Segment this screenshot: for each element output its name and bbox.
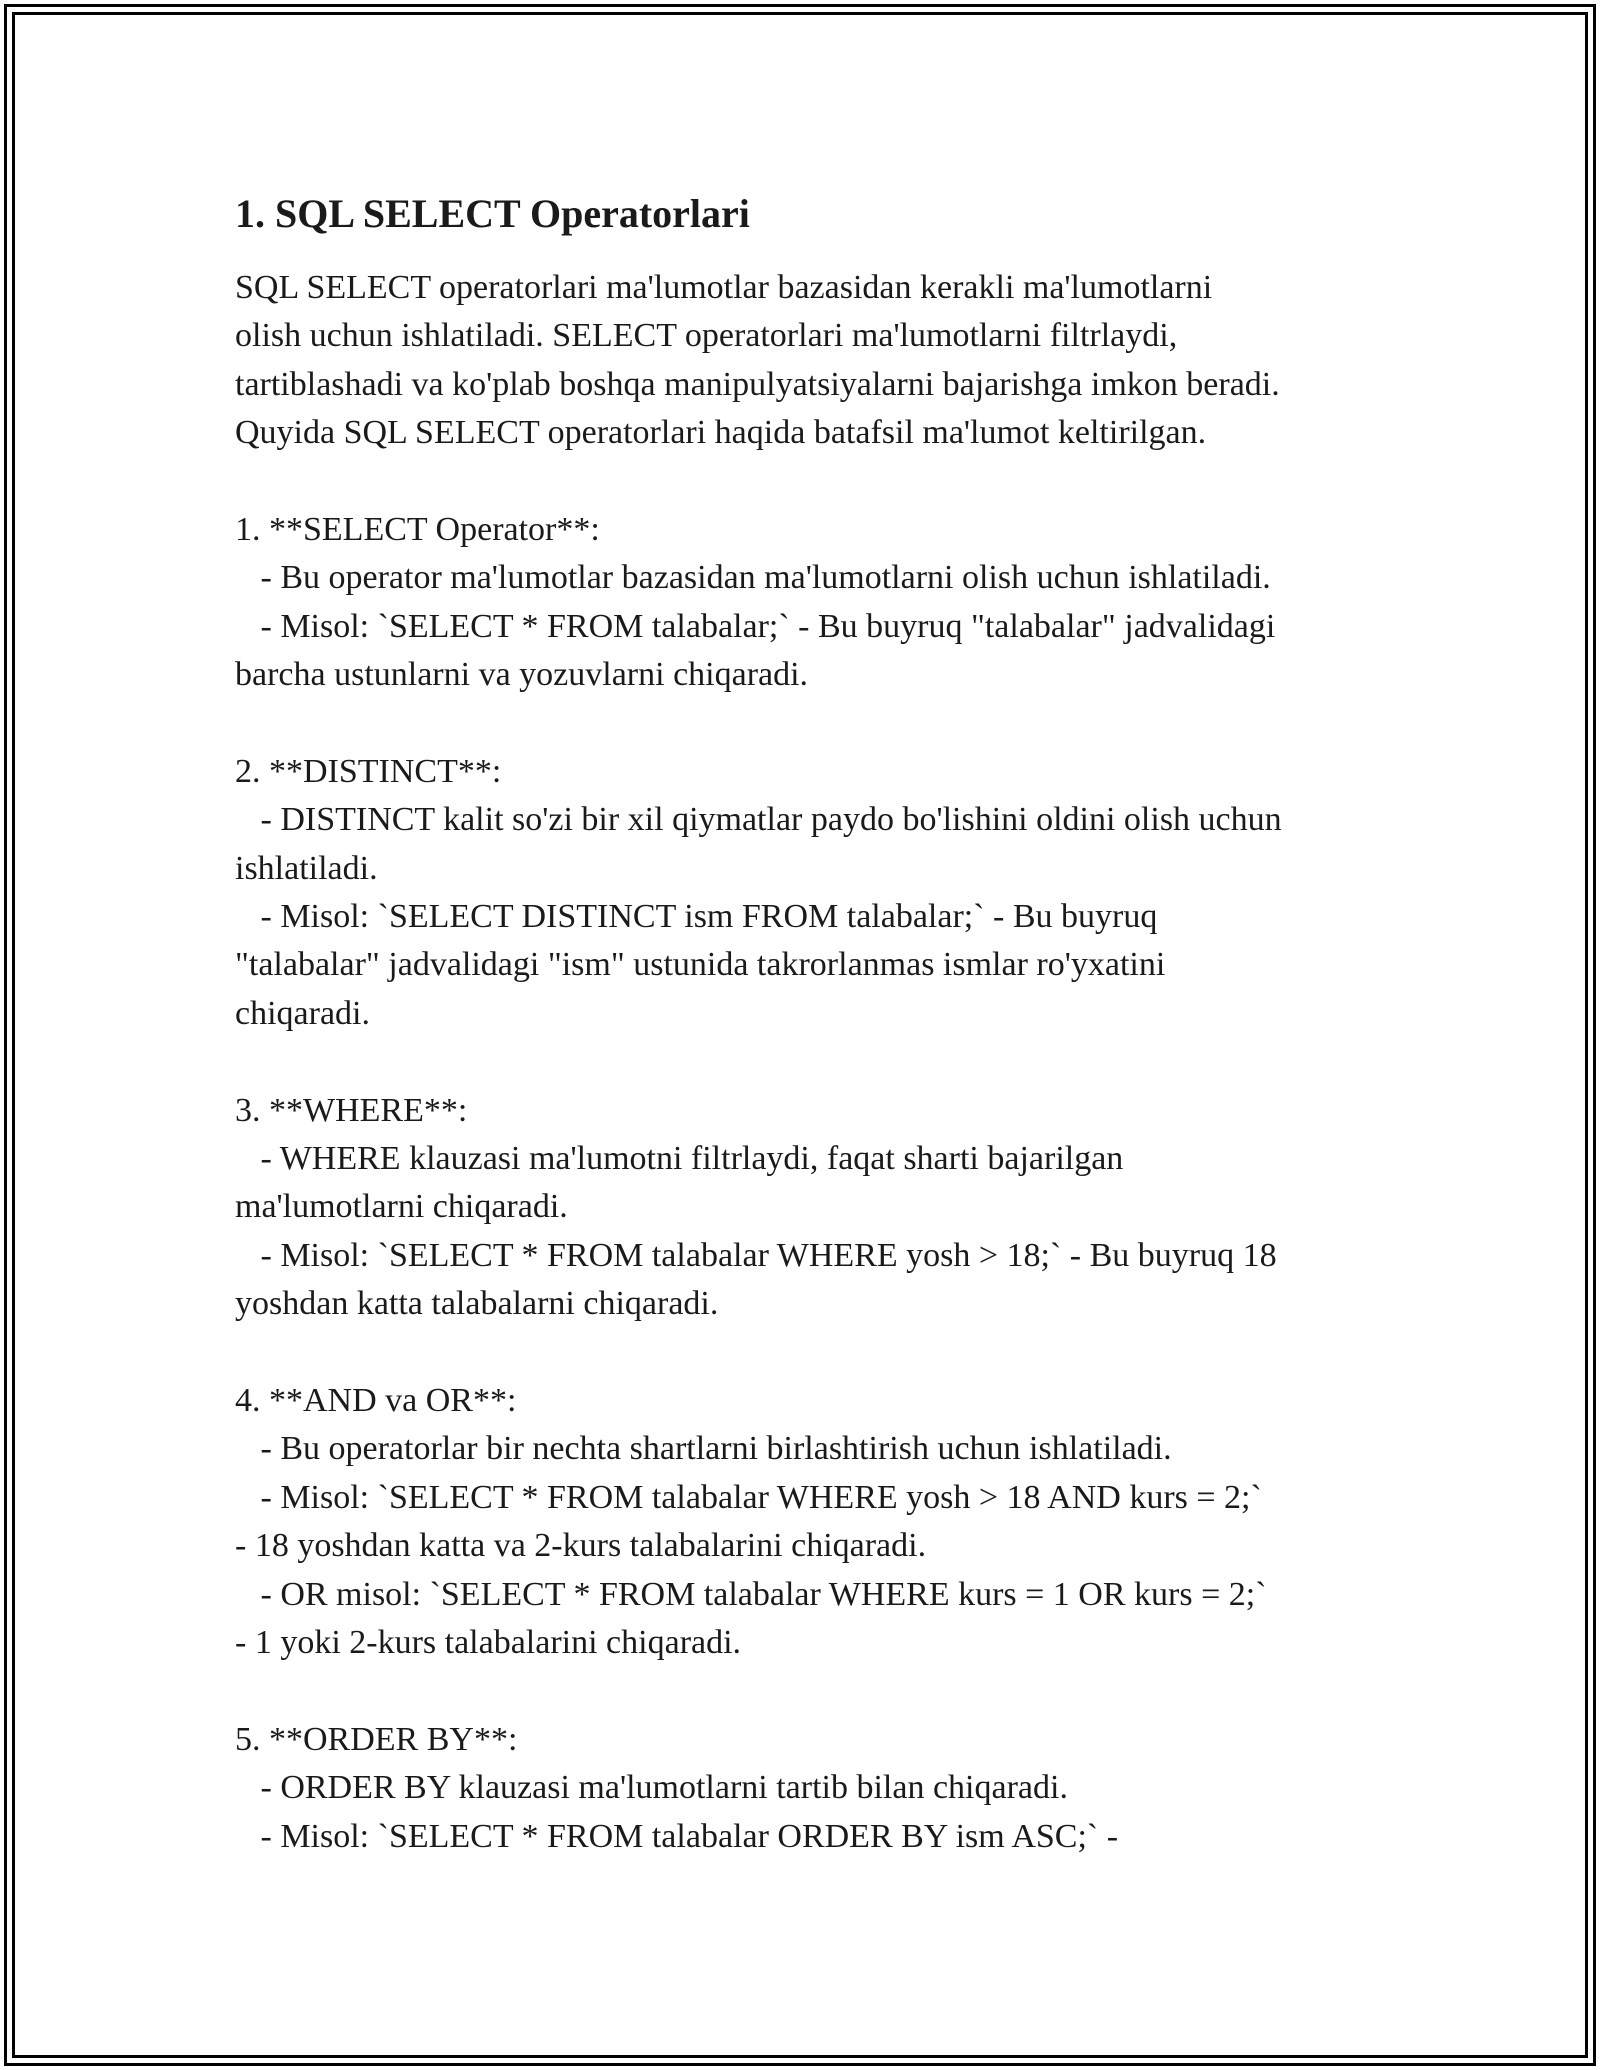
- text-line: - 18 yoshdan katta va 2-kurs talabalarini chiqaradi.: [235, 1527, 927, 1565]
- text-line: 4. **AND va OR**:: [235, 1381, 517, 1419]
- text-line: 5. **ORDER BY**:: [235, 1720, 518, 1758]
- text-line: ma'lumotlarni chiqaradi.: [235, 1188, 568, 1226]
- text-line: tartiblashadi va ko'plab boshqa manipulyatsiyalarni bajarishga imkon beradi.: [235, 365, 1280, 403]
- text-line: 2. **DISTINCT**:: [235, 752, 502, 790]
- blank-line: [235, 1038, 1395, 1086]
- text-line: - Misol: `SELECT * FROM talabalar;` - Bu buyruq "talabalar" jadvalidagi: [235, 607, 1276, 645]
- text-line: yoshdan katta talabalarni chiqaradi.: [235, 1285, 719, 1323]
- text-line: 3. **WHERE**:: [235, 1091, 468, 1129]
- text-line: - Bu operator ma'lumotlar bazasidan ma'lumotlarni olish uchun ishlatiladi.: [235, 559, 1271, 597]
- document-title: 1. SQL SELECT Operatorlari: [235, 191, 750, 236]
- blank-line: [235, 700, 1395, 748]
- text-line: - DISTINCT kalit so'zi bir xil qiymatlar paydo bo'lishini oldini olish uchun: [235, 801, 1282, 839]
- text-line: - Bu operatorlar bir nechta shartlarni birlashtirish uchun ishlatiladi.: [235, 1430, 1172, 1468]
- text-line: - Misol: `SELECT * FROM talabalar WHERE yosh > 18 AND kurs = 2;`: [235, 1478, 1262, 1516]
- document-text: [235, 264, 1395, 1861]
- blank-line: [235, 1329, 1395, 1377]
- text-line: Quyida SQL SELECT operatorlari haqida batafsil ma'lumot keltirilgan.: [235, 414, 1207, 452]
- text-line: - Misol: `SELECT * FROM talabalar ORDER BY ism ASC;` -: [235, 1817, 1119, 1855]
- text-line: - ORDER BY klauzasi ma'lumotlarni tartib bilan chiqaradi.: [235, 1769, 1068, 1807]
- text-line: SQL SELECT operatorlari ma'lumotlar bazasidan kerakli ma'lumotlarni: [235, 269, 1213, 306]
- text-line: "talabalar" jadvalidagi "ism" ustunida takrorlanmas ismlar ro'yxatini: [235, 946, 1166, 984]
- text-line: barcha ustunlarni va yozuvlarni chiqaradi.: [235, 656, 809, 694]
- text-line: - 1 yoki 2-kurs talabalarini chiqaradi.: [235, 1623, 742, 1661]
- document-body: [235, 186, 1395, 1861]
- text-line: - WHERE klauzasi ma'lumotni filtrlaydi, faqat sharti bajarilgan: [235, 1140, 1124, 1178]
- text-line: - Misol: `SELECT DISTINCT ism FROM talabalar;` - Bu buyruq: [235, 898, 1158, 936]
- text-line: chiqaradi.: [235, 994, 370, 1032]
- blank-line: [235, 1667, 1395, 1715]
- text-line: ishlatiladi.: [235, 849, 378, 887]
- text-line: - OR misol: `SELECT * FROM talabalar WHERE kurs = 1 OR kurs = 2;`: [235, 1575, 1267, 1613]
- blank-line: [235, 458, 1395, 506]
- text-line: - Misol: `SELECT * FROM talabalar WHERE yosh > 18;` - Bu buyruq 18: [235, 1236, 1277, 1274]
- text-line: 1. **SELECT Operator**:: [235, 510, 600, 548]
- text-line: olish uchun ishlatiladi. SELECT operatorlari ma'lumotlarni filtrlaydi,: [235, 317, 1178, 355]
